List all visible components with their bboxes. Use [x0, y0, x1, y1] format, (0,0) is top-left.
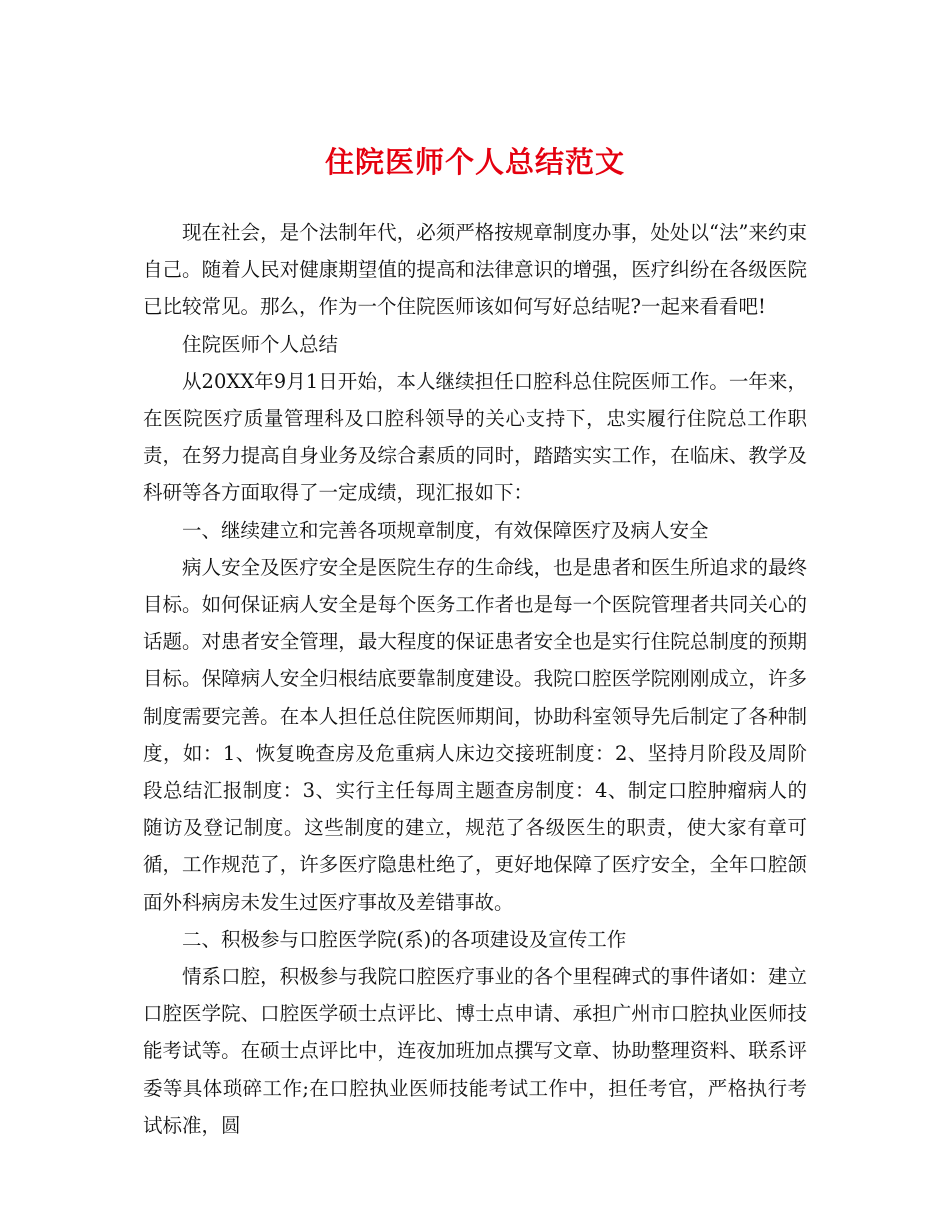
section-heading-2: 二、积极参与口腔医学院(系)的各项建设及宣传工作: [182, 927, 627, 951]
document-body: [143, 214, 807, 1144]
intro-paragraph: 现在社会，是个法制年代，必须严格按规章制度办事，处处以“法”来约束自己。随着人民对健康期望值的提高和法律意识的增强，医疗纠纷在各级医院已比较常见。那么，作为一个住院医师该如何写好总结呢?一起来看看吧!: [143, 221, 807, 319]
document-title: 住院医师个人总结范文: [324, 145, 625, 179]
opening-paragraph: 从20XX年9月1日开始，本人继续担任口腔科总住院医师工作。一年来，在医院医疗质量管理科及口腔科领导的关心支持下，忠实履行住院总工作职责，在努力提高自身业务及综合素质的同时，踏踏实实工作，在临床、教学及科研等各方面取得了一定成绩，现汇报如下：: [143, 369, 807, 505]
section-2-paragraph: 情系口腔，积极参与我院口腔医疗事业的各个里程碑式的事件诸如：建立口腔医学院、口腔医学硕士点评比、博士点申请、承担广州市口腔执业医师技能考试等。在硕士点评比中，连夜加班加点撰写文章、协助整理资料、联系评委等具体琐碎工作;在口腔执业医师技能考试工作中，担任考官，严格执行考试标准，圆: [143, 965, 807, 1137]
section-heading-1: 一、继续建立和完善各项规章制度，有效保障医疗及病人安全: [182, 518, 709, 542]
section-heading-summary: 住院医师个人总结: [182, 332, 339, 356]
section-1-paragraph: 病人安全及医疗安全是医院生存的生命线，也是患者和医生所追求的最终目标。如何保证病人安全是每个医务工作者也是每一个医院管理者共同关心的话题。对患者安全管理，最大程度的保证患者安全也是实行住院总制度的预期目标。保障病人安全归根结底要靠制度建设。我院口腔医学院刚刚成立，许多制度需要完善。在本人担任总住院医师期间，协助科室领导先后制定了各种制度，如：1、恢复晚查房及危重病人床边交接班制度：2、坚持月阶段及周阶段总结汇报制度：3、实行主任每周主题查房制度：4、制定口腔肿瘤病人的随访及登记制度。这些制度的建立，规范了各级医生的职责，使大家有章可循，工作规范了，许多医疗隐患杜绝了，更好地保障了医疗安全，全年口腔颌面外科病房未发生过医疗事故及差错事故。: [143, 555, 807, 914]
